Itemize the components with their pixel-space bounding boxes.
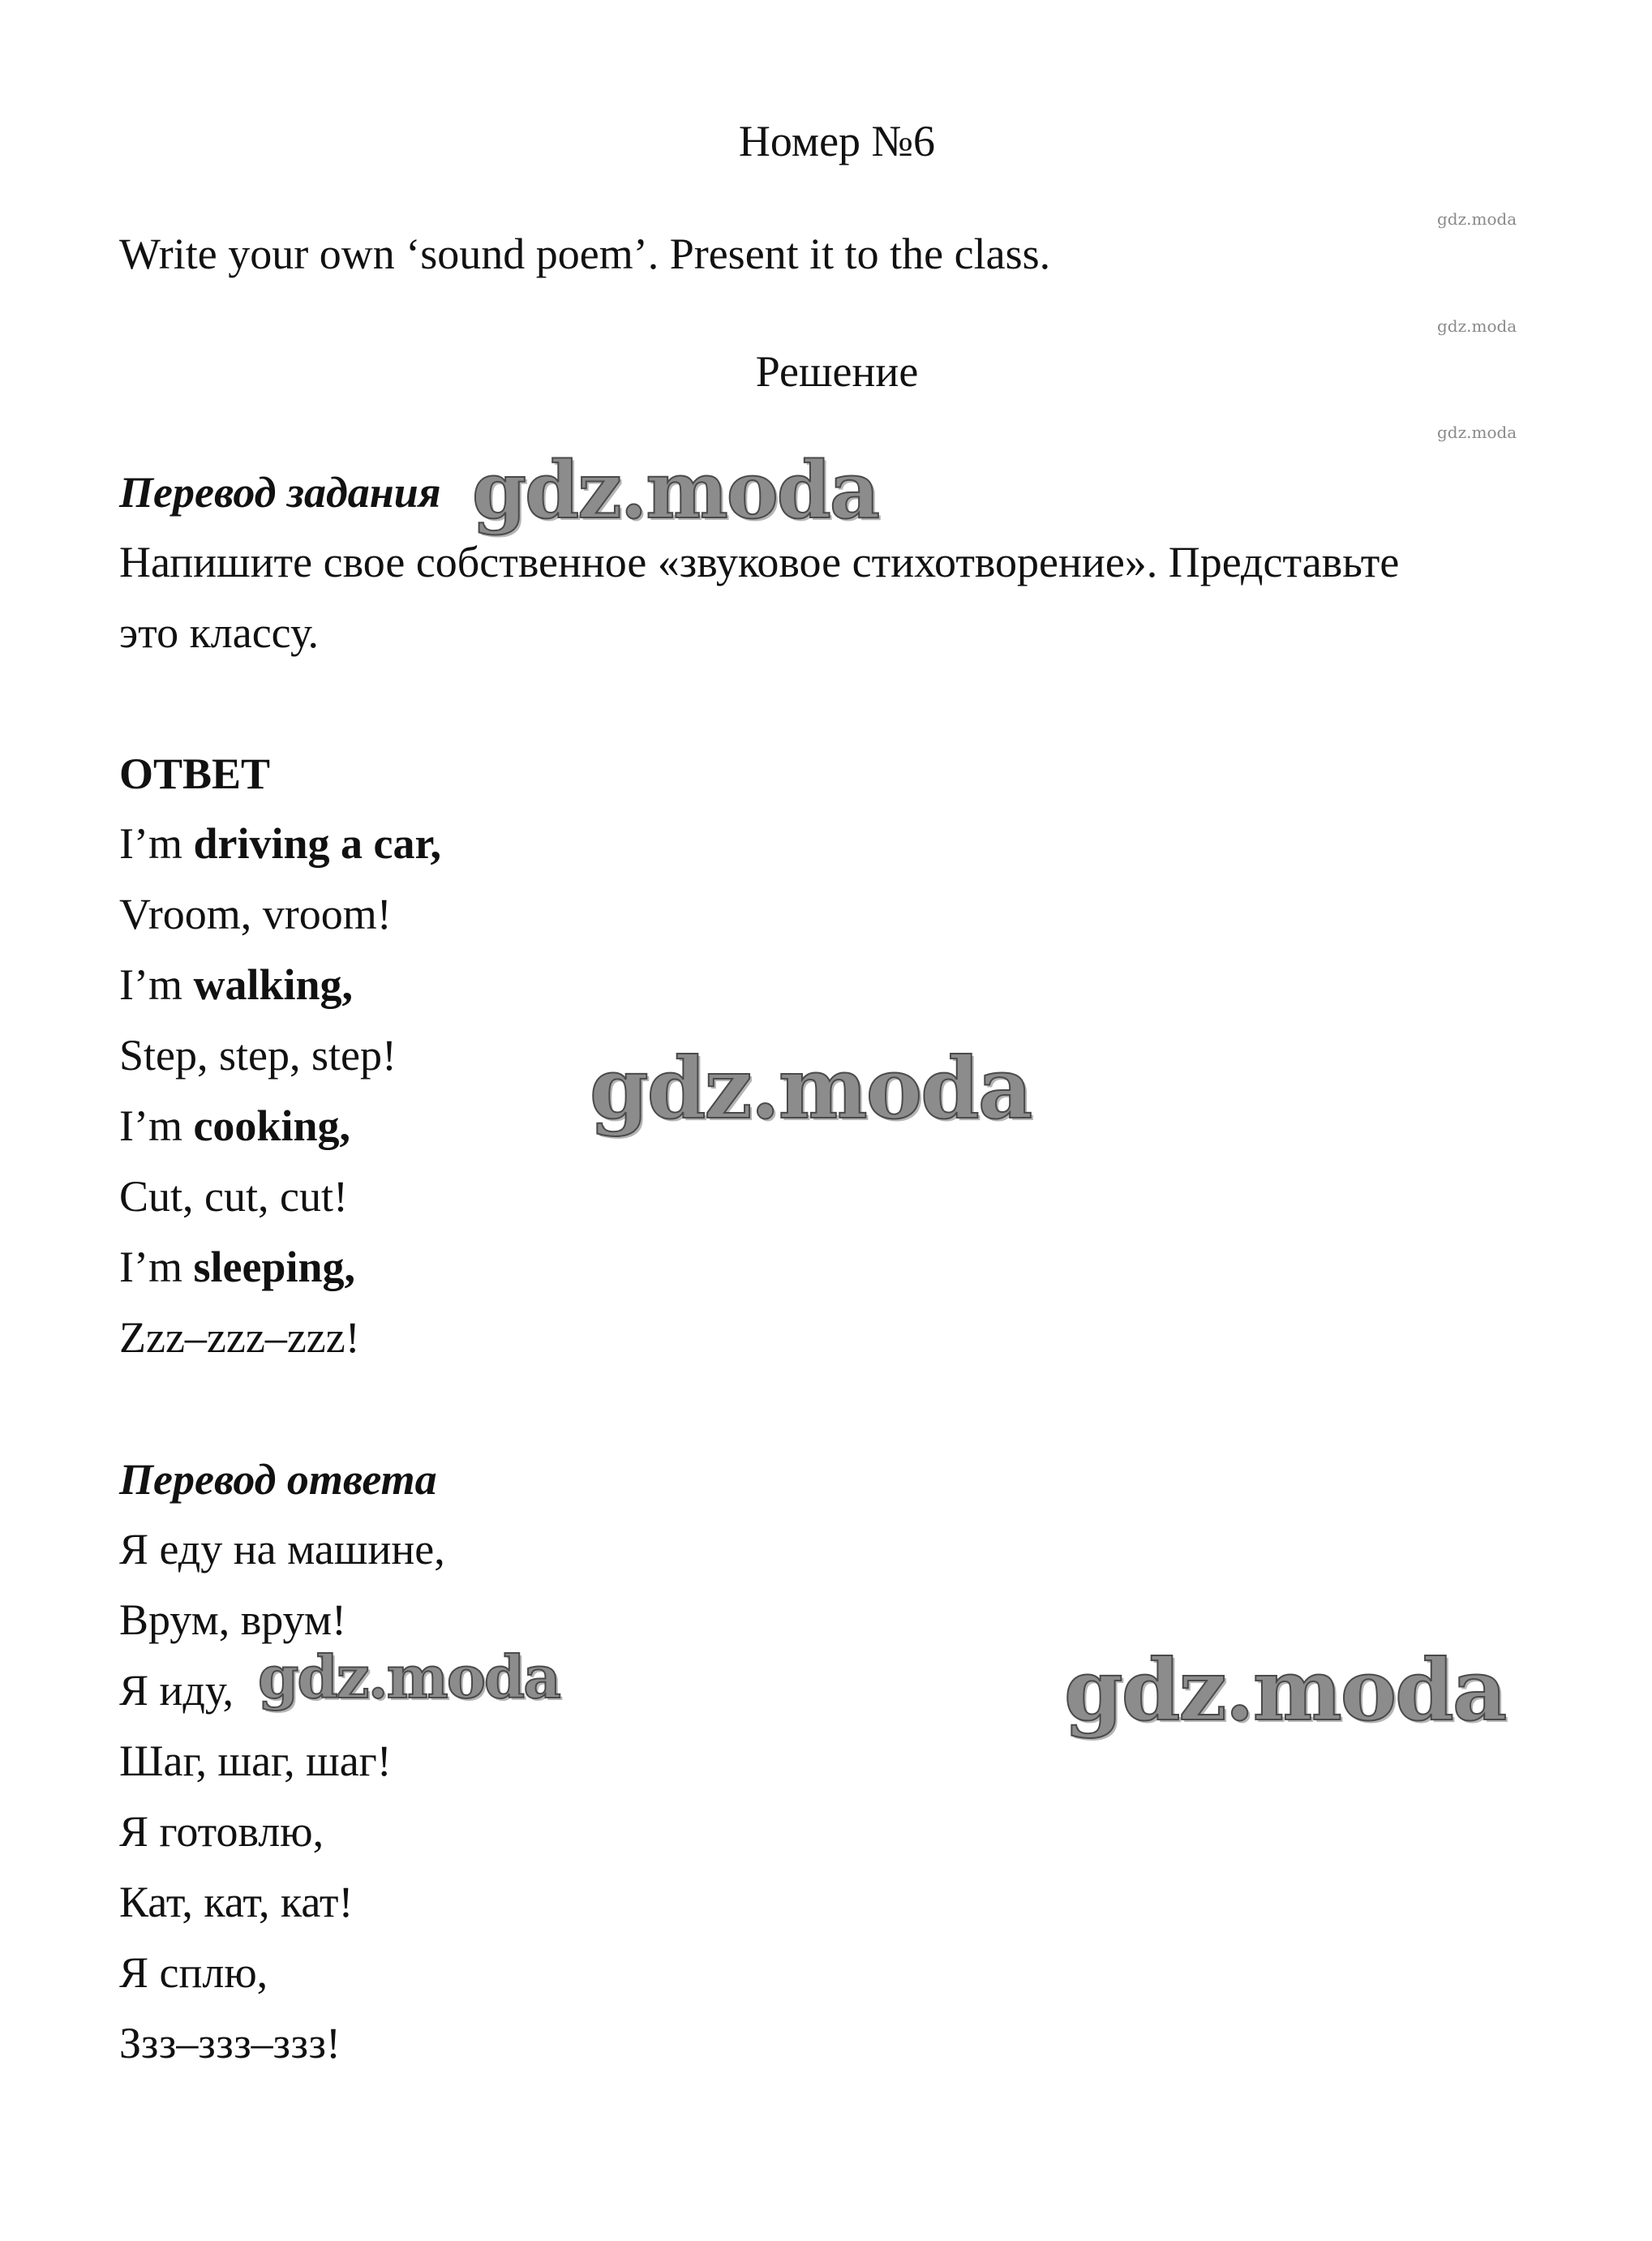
translation-answer-heading: Перевод ответа [119,1455,437,1504]
answer-line: Cut, cut, cut! [119,1172,348,1221]
translation-answer-line: Врум, врум! [119,1595,346,1644]
translation-answer-line: Кат, кат, кат! [119,1878,354,1926]
answer-line: Zzz–zzz–zzz! [119,1313,360,1362]
translation-task-line: Напишите свое собственное «звуковое стихотворение». Представьте [119,538,1400,586]
watermark-large: gdz.moda [472,444,879,536]
page-title: Номер №6 [738,117,936,165]
solution-heading: Решение [755,347,919,396]
answer-line: Step, step, step! [119,1031,397,1080]
watermark-large: gdz.moda [590,1038,1032,1138]
translation-answer-line: Шаг, шаг, шаг! [119,1737,392,1785]
answer-line: I’m sleeping, [119,1243,355,1291]
translation-answer-line: Я иду, [119,1666,234,1715]
watermark-small: gdz.moda [1437,209,1517,229]
answer-line: I’m walking, [119,960,354,1009]
watermark-small: gdz.moda [1437,423,1517,442]
translation-answer-line: Я еду на машине, [119,1525,445,1573]
answer-line: Vroom, vroom! [119,890,392,938]
translation-answer-line: Я сплю, [119,1948,268,1997]
translation-task-heading: Перевод задания [119,468,441,517]
answer-heading: ОТВЕТ [119,749,271,798]
watermark-small: gdz.moda [1437,316,1517,336]
task-text: Write your own ‘sound poem’. Present it to the class. [119,230,1051,278]
translation-answer-line: Я готовлю, [119,1807,324,1856]
answer-line: I’m cooking, [119,1101,351,1150]
watermark-large: gdz.moda [1064,1640,1506,1740]
translation-answer-line: Ззз–ззз–ззз! [119,2019,341,2067]
translation-task-line: это классу. [119,608,320,657]
answer-line: I’m driving a car, [119,819,441,868]
watermark-large: gdz.moda [258,1642,560,1711]
